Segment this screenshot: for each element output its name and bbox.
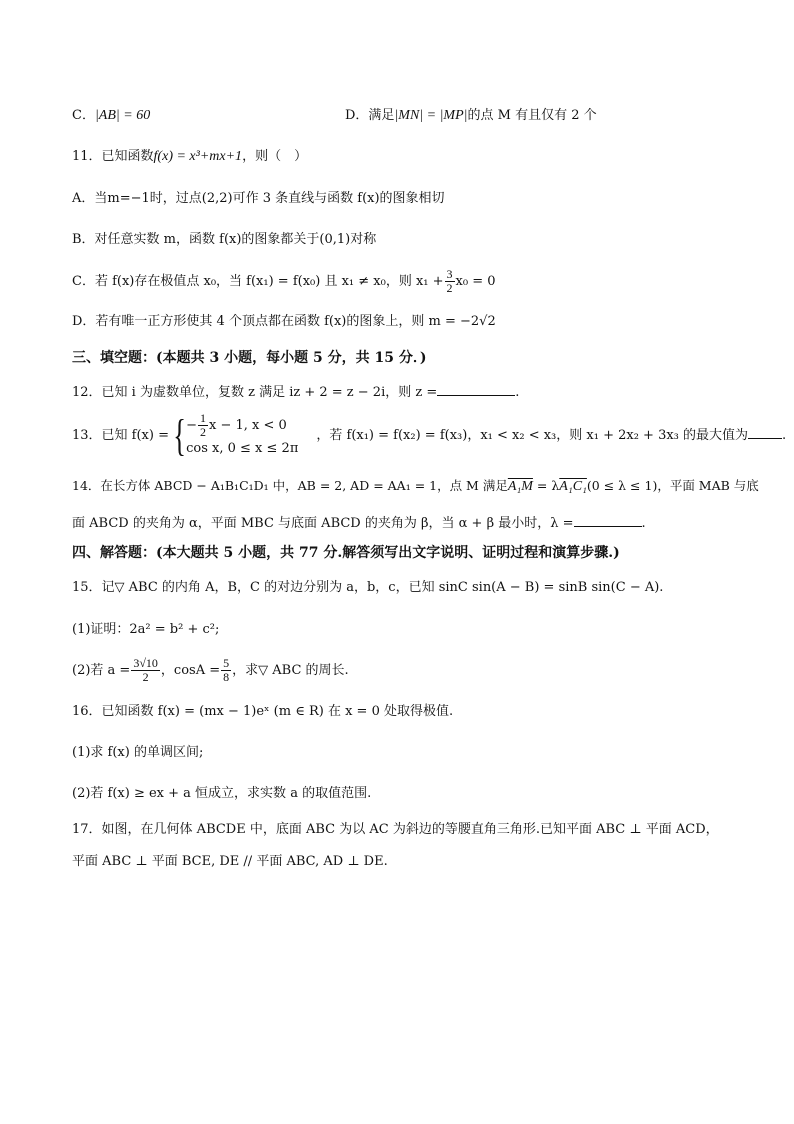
option-label: C． [72,108,95,123]
fraction-numerator: 5 [223,656,230,670]
q10-option-c [72,106,150,126]
q14-line-2-text: 面 ABCD 的夹角为 α，平面 MBC 与底面 ABCD 的夹角为 β，当 α + β 最小时，λ = [72,516,574,531]
q13-end: . [782,428,787,443]
q11-option-a: A．当m=−1时，过点(2,2)可作 3 条直线与函数 f(x)的图象相切 [72,191,445,206]
q15-p2-text: (2)若 a = [72,663,131,678]
case-2: cos x, 0 ≤ x ≤ 2π [186,441,299,456]
q11-stem-math: f(x) = x³+mx+1 [153,149,243,164]
q15-stem: 15．记▽ ABC 的内角 A，B，C 的对边分别为 a，b，c，已知 sinC sin(A − B) = sinB sin(C − A). [72,580,664,595]
fraction-numerator: 1 [200,411,207,425]
q14-line-2 [72,512,646,534]
case-1-sign: − [186,418,198,433]
q15-p2-cos: ，cosA = [160,663,221,678]
q11-stem-end: ，则（ ） [242,149,308,164]
q11-stem-text: 11．已知函数 [72,149,154,164]
answer-blank [574,512,642,527]
option-label: D．满足 [345,108,395,123]
answer-blank [437,381,515,396]
fraction-numerator: 3 [446,267,453,281]
fraction-denominator: 2 [200,425,207,439]
q13-rest: ，若 f(x₁) = f(x₂) = f(x₃)，x₁ < x₂ < x₃，则 x₁ + 2x₂ + 3x₃ 的最大值为 [316,428,749,443]
q16-part-1: (1)求 f(x) 的单调区间; [72,745,204,760]
q11-option-b: B．对任意实数 m，函数 f(x)的图象都关于(0,1)对称 [72,232,377,247]
q13 [72,412,786,459]
fraction [131,657,160,684]
q15-part-1: (1)证明：2a² = b² + c²; [72,622,220,637]
q10-option-d [345,106,597,126]
q16-stem: 16．已知函数 f(x) = (mx − 1)eˣ (m ∈ R) 在 x = 0 处取得极值. [72,704,454,719]
q17-line-1: 17．如图，在几何体 ABCDE 中，底面 ABC 为以 AC 为斜边的等腰直角三角形.已知平面 ABC ⊥ 平面 ACD， [72,822,719,837]
q11-stem [72,147,307,167]
fraction-denominator: 8 [223,670,230,684]
q14-text-2: (0 ≤ λ ≤ 1)，平面 MAB 与底 [586,478,759,493]
q11-option-d: D．若有唯一正方形使其 4 个顶点都在函数 f(x)的图象上，则 m = −2√2 [72,314,496,329]
option-math: |AB| = 60 [94,108,151,123]
q11-c-end: x₀ = 0 [455,274,496,289]
q11-option-c [72,268,496,295]
option-math: |MN| = |MP| [394,108,468,123]
q12-text: 12．已知 i 为虚数单位，复数 z 满足 iz + 2 = z − 2i，则 z = [72,385,438,400]
q14-text: 14．在长方体 ABCD − A₁B₁C₁D₁ 中，AB = 2, AD = AA₁ = 1，点 M 满足 [72,478,508,493]
vector-a1m: A₁M [507,479,533,494]
fraction [198,412,208,439]
fraction-denominator: 2 [142,670,149,684]
q16-part-2: (2)若 f(x) ≥ ex + a 恒成立，求实数 a 的取值范围. [72,786,372,801]
q15-part-2 [72,657,349,684]
q13-text: 13．已知 f(x) = [72,428,169,443]
q11-c-text: C．若 f(x)存在极值点 x₀，当 f(x₁) = f(x₀) 且 x₁ ≠ x₀，则 x₁ + [72,274,444,289]
q14-end: . [641,516,646,531]
piecewise-brace: { [173,410,186,460]
case-1 [186,412,298,439]
piecewise-cases [186,412,298,459]
answer-blank [748,424,782,439]
q12-end: . [515,385,520,400]
vector-a1c1: A₁C₁ [559,479,587,494]
section-4-heading: 四、解答题：(本大题共 5 小题，共 77 分.解答须写出文字说明、证明过程和演算步骤.) [72,545,620,561]
q15-p2-end: ，求▽ ABC 的周长. [232,663,349,678]
q17-line-2: 平面 ABC ⊥ 平面 BCE, DE // 平面 ABC, AD ⊥ DE. [72,854,388,869]
q14-line-1 [72,476,759,497]
option-text: 的点 M 有且仅有 2 个 [467,108,597,123]
q14-eq: = λ [532,478,560,493]
section-3-heading: 三、填空题：(本题共 3 小题，每小题 5 分，共 15 分．) [72,350,427,366]
fraction [445,268,455,295]
fraction-denominator: 2 [446,281,453,295]
fraction [221,657,231,684]
q12 [72,381,519,403]
case-1-rest: x − 1, x < 0 [209,418,287,433]
fraction-numerator: 3√10 [133,656,158,670]
